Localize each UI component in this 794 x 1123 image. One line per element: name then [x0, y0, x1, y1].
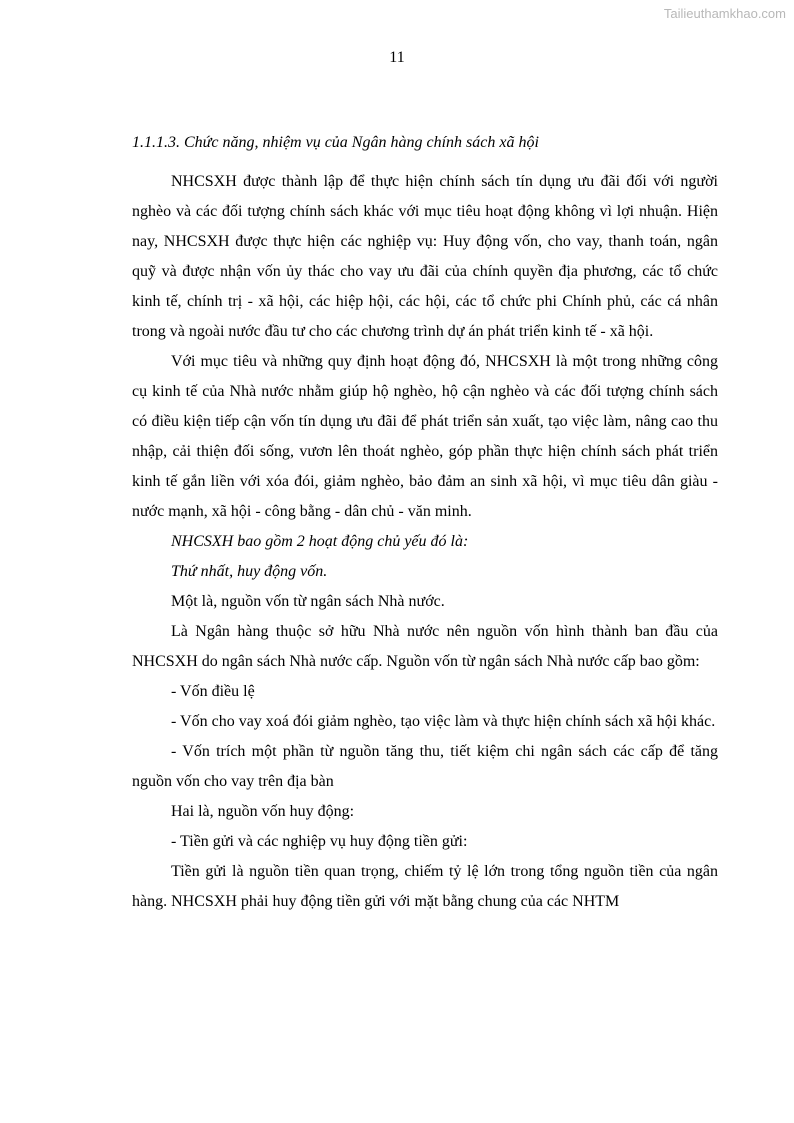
paragraph: Tiền gửi là nguồn tiền quan trọng, chiếm tỷ lệ lớn trong tổng nguồn tiền của ngân hàng. NHCSXH phải huy động tiền gửi với mặt bằng chung của các NHTM: [132, 863, 718, 910]
watermark: Tailieuthamkhao.com: [663, 6, 786, 21]
subheading-line: Hai là, nguồn vốn huy động:: [171, 803, 355, 820]
italic-line: Thứ nhất, huy động vốn.: [171, 563, 328, 580]
italic-line: NHCSXH bao gồm 2 hoạt động chủ yếu đó là:: [171, 533, 469, 550]
document-body: [132, 128, 718, 917]
page-number: 11: [389, 49, 405, 66]
paragraph: Là Ngân hàng thuộc sở hữu Nhà nước nên nguồn vốn hình thành ban đầu của NHCSXH do ngân sách Nhà nước cấp. Nguồn vốn từ ngân sách Nhà nước cấp bao gồm:: [132, 623, 718, 670]
list-item: - Tiền gửi và các nghiệp vụ huy động tiền gửi:: [171, 833, 468, 850]
subheading-line: Một là, nguồn vốn từ ngân sách Nhà nước.: [171, 593, 445, 610]
paragraph: Với mục tiêu và những quy định hoạt động đó, NHCSXH là một trong những công cụ kinh tế của Nhà nước nhằm giúp hộ nghèo, hộ cận nghèo và các đối tượng chính sách có điều kiện tiếp cận vốn tín dụng ưu đãi để phát triển sản xuất, tạo việc làm, nâng cao thu nhập, cải thiện đối sống, vươn lên thoát nghèo, góp phần thực hiện chính sách phát triển kinh tế gắn liền với xóa đói, giảm nghèo, bảo đảm an sinh xã hội, vì mục tiêu dân giàu - nước mạnh, xã hội - công bằng - dân chủ - văn minh.: [132, 353, 718, 520]
paragraph: NHCSXH được thành lập để thực hiện chính sách tín dụng ưu đãi đối với người nghèo và các đối tượng chính sách khác với mục tiêu hoạt động không vì lợi nhuận. Hiện nay, NHCSXH được thực hiện các nghiệp vụ: Huy động vốn, cho vay, thanh toán, ngân quỹ và được nhận vốn ủy thác cho vay ưu đãi của chính quyền địa phương, các tổ chức kinh tế, chính trị - xã hội, các hiệp hội, các hội, các tổ chức phi Chính phủ, các cá nhân trong và ngoài nước đầu tư cho các chương trình dự án phát triển kinh tế - xã hội.: [132, 173, 718, 340]
list-item: - Vốn điều lệ: [171, 683, 255, 700]
list-item: - Vốn trích một phần từ nguồn tăng thu, tiết kiệm chi ngân sách các cấp để tăng nguồn vốn cho vay trên địa bàn: [132, 743, 718, 790]
list-item: - Vốn cho vay xoá đói giảm nghèo, tạo việc làm và thực hiện chính sách xã hội khác.: [171, 713, 716, 730]
section-heading: 1.1.1.3. Chức năng, nhiệm vụ của Ngân hàng chính sách xã hội: [132, 134, 539, 151]
